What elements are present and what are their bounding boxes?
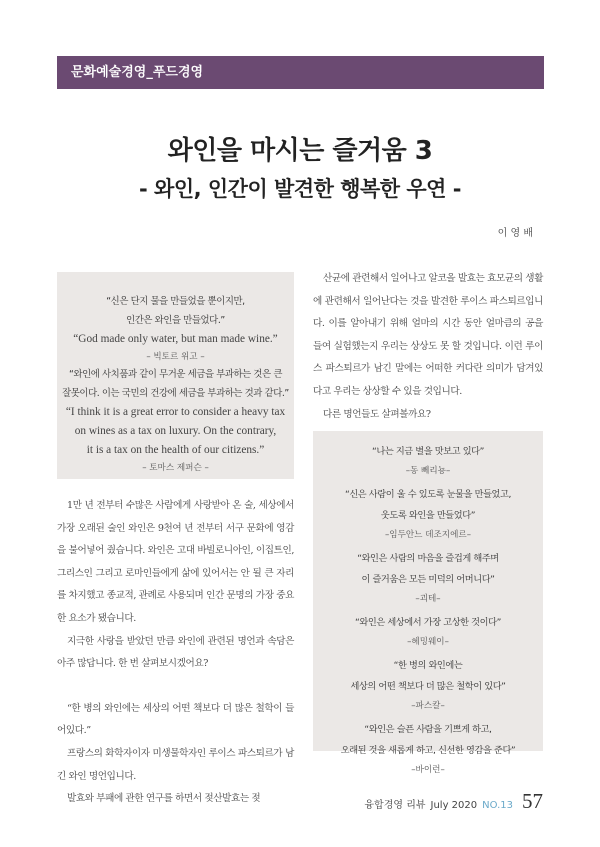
section-label: 문화예술경영_푸드경영	[71, 65, 204, 80]
quote-source: –임두안느 데조지에르–	[384, 530, 472, 540]
issue-date: July 2020	[430, 800, 478, 811]
body-column-left	[57, 495, 294, 811]
journal-name: 융합경영 리뷰	[364, 800, 426, 811]
quote-text: “와인에 사치품과 같이 무거운 세금을 부과하는 것은 큰	[69, 369, 282, 380]
quote-text: 이 즐거움은 모든 미덕의 어머니다”	[361, 574, 495, 585]
quote-source: –파스칼–	[411, 701, 445, 711]
author-name: 이 영 배	[497, 228, 533, 239]
paragraph: 발효와 부패에 관한 연구를 하면서 젖산발효는 젖	[67, 793, 261, 805]
quote-box-left	[57, 272, 294, 479]
page-number: 57	[522, 789, 543, 813]
paragraph: 다른 명언들도 살펴볼까요?	[323, 408, 431, 420]
quote-source: –괴테–	[415, 594, 441, 604]
issue-number: NO.13	[482, 800, 513, 811]
section-banner	[57, 56, 544, 89]
quote-english: “I think it is a great error to consider a heavy tax	[65, 406, 286, 418]
body-column-right	[313, 268, 543, 426]
paragraph: 1만 년 전부터 수많은 사람에게 사랑받아 온 술, 세상에서 가장 오래된 술인 와인은 9천여 년 전부터 서구 문화에 영감을 불어넣어 줬습니다. 와인은 고대 바빌로니아인, 이집트인, 그리스인 그리고 로마인들에게 삶에 있어서는 안 될 큰 자리를 차지했고 종교적, 관례로 사용되며 인간 문명의 가장 중요한 요소가 됐습니다.	[57, 500, 294, 624]
quote-text: 웃도록 와인을 만들었다”	[380, 510, 476, 521]
article-title: 와인을 마시는 즐거움 3	[167, 136, 433, 166]
paragraph: 지극한 사랑을 받았던 만큼 와인에 관련된 명언과 속담은 아주 많답니다. 한 번 살펴보시겠어요?	[57, 635, 294, 670]
quote-box-right	[313, 431, 543, 775]
quote-text: “와인은 사람의 마음을 즐겁게 해주며	[357, 553, 499, 564]
quote-text: “한 병의 와인에는	[393, 660, 463, 671]
paragraph: “한 병의 와인에는 세상의 어떤 책보다 더 많은 철학이 들어있다.”	[57, 702, 294, 737]
quote-source: –동 뻬리뇽–	[405, 466, 451, 476]
quote-text: “와인은 세상에서 가장 고상한 것이다”	[355, 617, 501, 628]
quote-source: – 토마스 제퍼슨 –	[142, 463, 209, 473]
quote-english: on wines as a tax on luxury. On the contrary,	[74, 425, 277, 437]
paragraph: 프랑스의 화학자이자 미생물학자인 루이스 파스퇴르가 남긴 와인 명언입니다.	[57, 747, 294, 782]
page-footer	[364, 789, 543, 814]
paragraph: 산균에 관련해서 일어나고 알코올 발효는 효모균의 생활에 관련해서 일어난다는 것을 발견한 루이스 파스퇴르입니다. 이를 알아내기 위해 얼마의 시간 동안 얼마큼의 공을 들여 실험했는지 우리는 상상도 못 할 것입니다. 이런 루이스 파스퇴르가 남긴 말에는 어떠한 커다란 의미가 담겨있다고 우리는 상상할 수 있을 것입니다.	[313, 273, 543, 397]
quote-english: “God made only water, but man made wine.”	[73, 333, 278, 345]
quote-source: –헤밍웨이–	[407, 637, 449, 647]
quote-text: “와인은 슬픈 사람을 기쁘게 하고,	[364, 724, 492, 735]
article-subtitle: - 와인, 인간이 발견한 행복한 우연 -	[139, 177, 461, 201]
quote-text: 세상의 어떤 책보다 더 많은 철학이 있다”	[350, 681, 506, 692]
quote-text: “신은 사람이 울 수 있도록 눈물을 만들었고,	[344, 489, 512, 500]
quote-text: “나는 지금 별을 맛보고 있다”	[371, 446, 485, 457]
quote-text: “신은 단지 물을 만들었을 뿐이지만,	[106, 296, 245, 307]
quote-source: –바이런–	[411, 765, 445, 775]
quote-english: it is a tax on the health of our citizens.”	[86, 444, 265, 456]
quote-text: 인간은 와인을 만들었다.”	[126, 315, 225, 326]
quote-text: 오래된 것을 새롭게 하고, 신선한 영감을 준다”	[340, 745, 516, 756]
quote-source: – 빅토르 위고 –	[146, 352, 205, 362]
quote-text: 잘못이다. 이는 국민의 건강에 세금을 부과하는 것과 같다.”	[62, 388, 289, 399]
